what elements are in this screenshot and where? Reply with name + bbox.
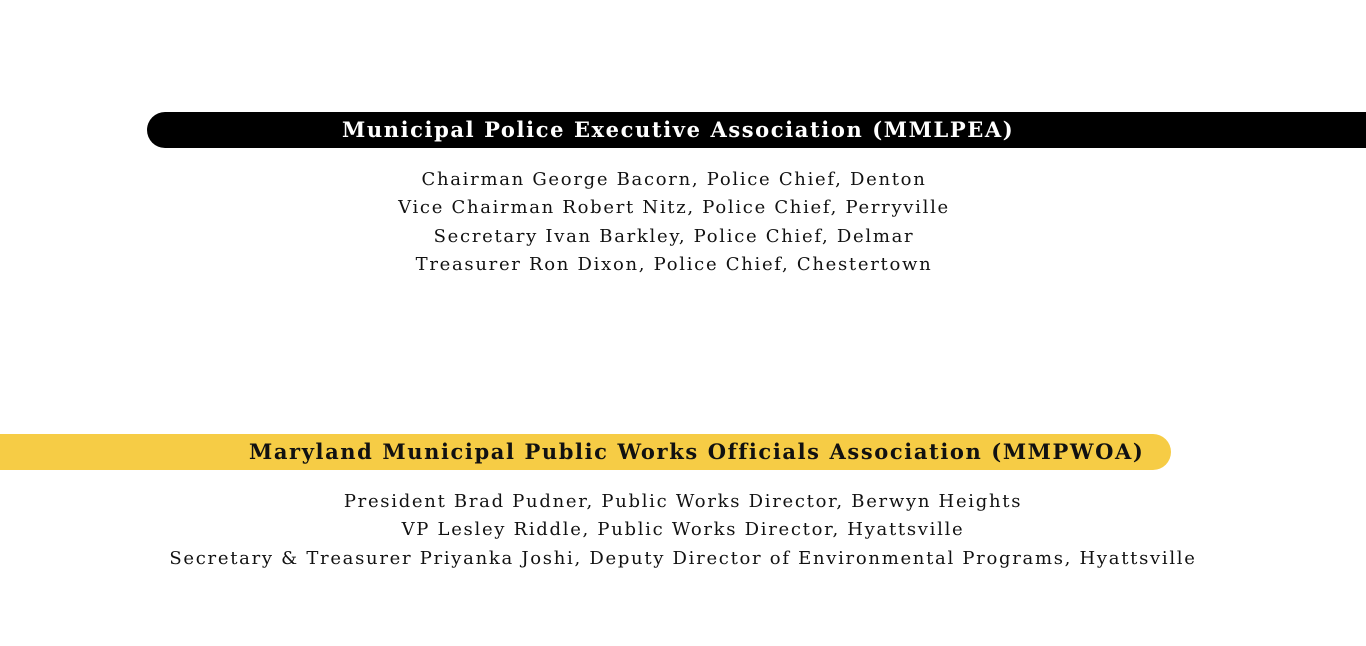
officer-line: Vice Chairman Robert Nitz, Police Chief, Perryville	[398, 197, 950, 219]
police-association-officers	[0, 166, 1348, 279]
public-works-association-banner	[0, 434, 1171, 470]
officer-line: Secretary Ivan Barkley, Police Chief, Delmar	[433, 225, 915, 247]
police-association-banner	[147, 112, 1366, 148]
officer-line: VP Lesley Riddle, Public Works Director, Hyattsville	[401, 519, 965, 541]
officer-line: Chairman George Bacorn, Police Chief, Denton	[421, 169, 927, 190]
public-works-association-officers	[0, 488, 1366, 573]
officer-line: President Brad Pudner, Public Works Director, Berwyn Heights	[343, 491, 1023, 512]
officer-line: Treasurer Ron Dixon, Police Chief, Chestertown	[415, 253, 933, 275]
police-association-title: Municipal Police Executive Association (MMLPEA)	[342, 117, 1015, 142]
public-works-association-title: Maryland Municipal Public Works Officials Association (MMPWOA)	[249, 439, 1145, 464]
officer-line: Secretary & Treasurer Priyanka Joshi, Deputy Director of Environmental Programs, Hyattsville	[169, 547, 1197, 569]
